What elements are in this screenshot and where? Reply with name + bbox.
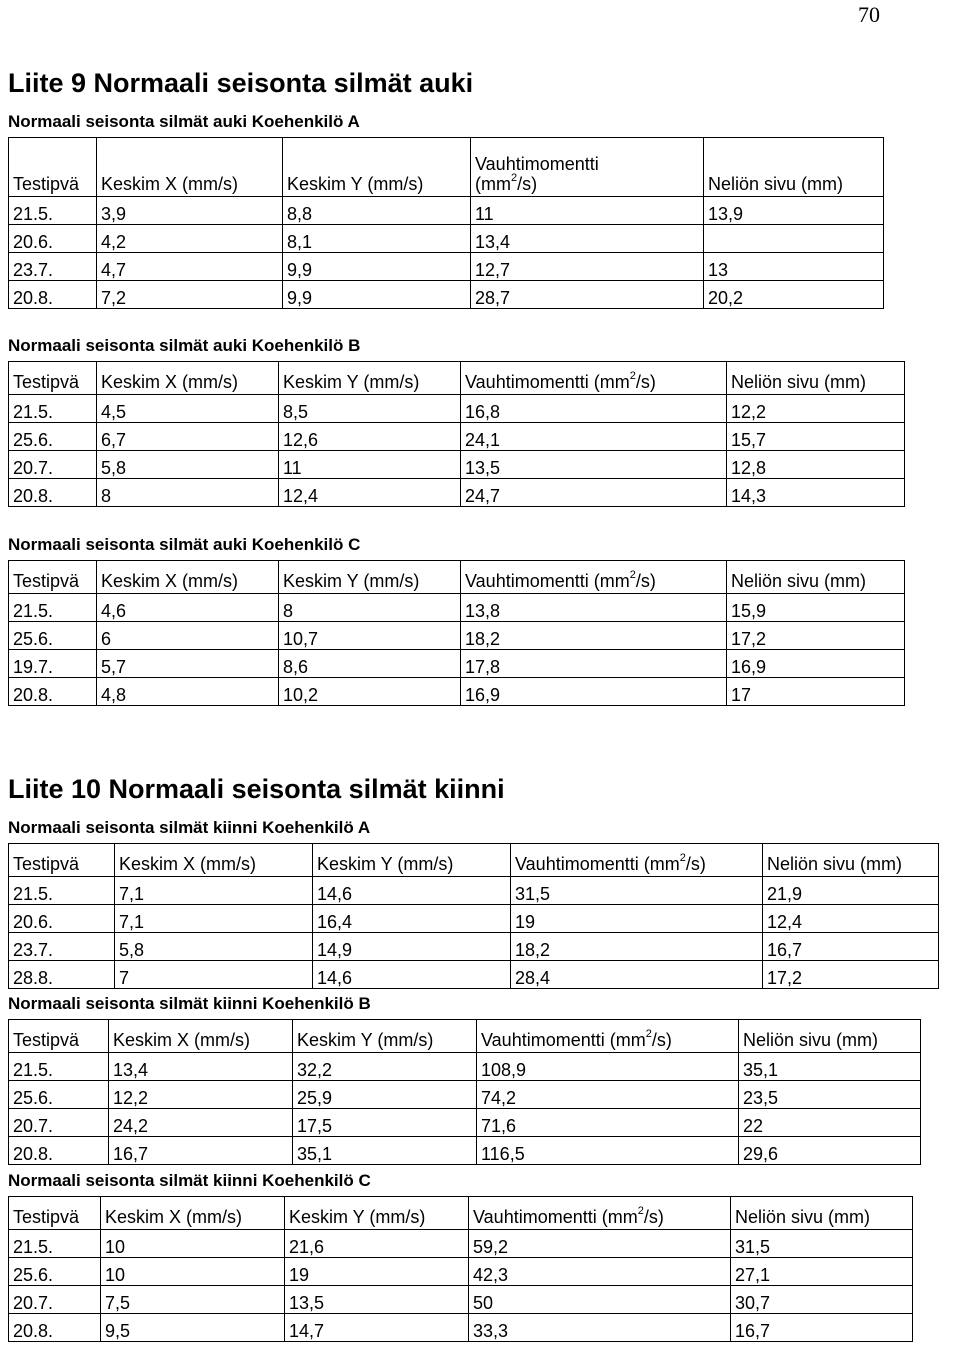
header-cell: Keskim X (mm/s) [101,1197,285,1230]
appendix-9-title: Liite 9 Normaali seisonta silmät auki [8,68,474,98]
header-cell: Testipvä [9,1197,101,1230]
table-cell: 35,1 [739,1053,921,1081]
table-caption: Normaali seisonta silmät auki Koehenkilö C [8,535,361,554]
header-text: /s) [651,1030,672,1050]
table-cell [704,225,884,253]
table-row [9,197,884,225]
header-text: Vauhtimomentti (mm [481,1030,646,1050]
table-cell: 16,7 [109,1137,293,1165]
table-cell: 21.5. [9,395,97,423]
table-cell: 8 [279,594,461,622]
table-cell: 25.6. [9,1081,109,1109]
table-cell: 8 [97,479,279,507]
table-cell: 13,5 [285,1286,469,1314]
table-cell: 20.8. [9,1314,101,1342]
table-cell: 10,7 [279,622,461,650]
header-cell: Testipvä [9,1020,109,1053]
header-cell: Keskim X (mm/s) [115,844,313,877]
header-text: /s) [643,1207,664,1227]
table-cell: 17,2 [763,961,939,989]
table-cell: 3,9 [97,197,283,225]
table-cell: 12,6 [279,423,461,451]
table-cell: 31,5 [511,877,763,905]
table-cell: 8,6 [279,650,461,678]
superscript: 2 [510,172,518,184]
table-cell: 74,2 [477,1081,739,1109]
header-cell: Keskim Y (mm/s) [313,844,511,877]
header-cell: Keskim Y (mm/s) [279,362,461,395]
table-cell: 20.8. [9,1137,109,1165]
header-cell: Testipvä [9,844,115,877]
header-text: /s) [635,372,656,392]
table-row [9,395,905,423]
table-cell: 14,6 [313,961,511,989]
table-cell: 18,2 [461,622,727,650]
header-cell: Neliön sivu (mm) [704,138,884,197]
table-cell: 16,7 [763,933,939,961]
table-row [9,594,905,622]
table-cell: 20.8. [9,479,97,507]
table-cell: 29,6 [739,1137,921,1165]
table-cell: 10 [101,1258,285,1286]
table-cell: 21.5. [9,594,97,622]
table-cell: 12,4 [763,905,939,933]
table-cell: 14,9 [313,933,511,961]
table-cell: 13,9 [704,197,884,225]
table-cell: 4,2 [97,225,283,253]
table-cell: 9,9 [283,281,471,309]
header-cell [461,561,727,594]
table-cell: 20.7. [9,451,97,479]
header-text: Vauhtimomentti (mm [473,1207,638,1227]
table-cell: 24,1 [461,423,727,451]
table-cell: 35,1 [293,1137,477,1165]
table-block-10b [8,995,921,1165]
header-cell: Neliön sivu (mm) [739,1020,921,1053]
appendix-10-title: Liite 10 Normaali seisonta silmät kiinni [8,774,505,804]
table-caption: Normaali seisonta silmät kiinni Koehenkilö B [8,994,371,1013]
table-cell: 25,9 [293,1081,477,1109]
table-cell: 21.5. [9,1053,109,1081]
table-row [9,1081,921,1109]
data-table-9c [8,560,905,706]
table-cell: 50 [469,1286,731,1314]
table-header-row [9,1197,913,1230]
table-row [9,1109,921,1137]
table-cell: 12,7 [471,253,704,281]
header-cell: Keskim Y (mm/s) [283,138,471,197]
table-cell: 7,5 [101,1286,285,1314]
header-cell: Neliön sivu (mm) [727,561,905,594]
table-cell: 28,7 [471,281,704,309]
table-row [9,253,884,281]
table-cell: 27,1 [731,1258,913,1286]
superscript: 2 [629,569,636,581]
header-cell [469,1197,731,1230]
table-cell: 21.5. [9,1230,101,1258]
table-cell: 14,6 [313,877,511,905]
header-cell: Keskim X (mm/s) [97,362,279,395]
header-cell: Keskim X (mm/s) [109,1020,293,1053]
table-header-row [9,844,939,877]
table-cell: 16,9 [727,650,905,678]
header-cell [471,138,704,197]
table-cell: 11 [471,197,704,225]
table-cell: 5,7 [97,650,279,678]
table-cell: 17,5 [293,1109,477,1137]
table-cell: 17 [727,678,905,706]
table-caption: Normaali seisonta silmät auki Koehenkilö B [8,336,361,355]
table-cell: 9,5 [101,1314,285,1342]
table-cell: 16,8 [461,395,727,423]
table-cell: 16,7 [731,1314,913,1342]
header-text: /s) [517,174,538,194]
header-text: (mm [475,174,511,194]
table-cell: 21,9 [763,877,939,905]
header-text: Vauhtimomentti (mm [465,571,630,591]
superscript: 2 [679,852,686,864]
table-header-row [9,138,884,197]
table-cell: 13,4 [109,1053,293,1081]
table-cell: 10,2 [279,678,461,706]
table-cell: 20.7. [9,1109,109,1137]
table-cell: 15,7 [727,423,905,451]
header-cell: Neliön sivu (mm) [727,362,905,395]
header-cell: Keskim X (mm/s) [97,561,279,594]
table-row [9,451,905,479]
table-cell: 17,2 [727,622,905,650]
header-cell: Neliön sivu (mm) [731,1197,913,1230]
table-cell: 28.8. [9,961,115,989]
table-row [9,877,939,905]
table-block-9a [8,113,884,309]
table-cell: 21.5. [9,877,115,905]
table-block-9b [8,337,905,507]
header-cell: Keskim Y (mm/s) [285,1197,469,1230]
table-cell: 25.6. [9,622,97,650]
table-cell: 8,8 [283,197,471,225]
table-cell: 17,8 [461,650,727,678]
table-row [9,1230,913,1258]
header-cell: Neliön sivu (mm) [763,844,939,877]
table-cell: 5,8 [115,933,313,961]
table-cell: 14,7 [285,1314,469,1342]
header-cell: Testipvä [9,561,97,594]
table-block-9c [8,536,905,706]
table-row [9,933,939,961]
header-text: /s) [685,854,706,874]
table-cell: 20.6. [9,905,115,933]
table-block-10a [8,819,939,989]
table-row [9,1053,921,1081]
header-cell: Testipvä [9,362,97,395]
table-row [9,423,905,451]
header-cell [477,1020,739,1053]
table-row [9,1137,921,1165]
header-cell [461,362,727,395]
superscript: 2 [637,1205,644,1217]
table-cell: 16,4 [313,905,511,933]
table-cell: 8,1 [283,225,471,253]
table-cell: 23.7. [9,253,97,281]
table-cell: 71,6 [477,1109,739,1137]
data-table-10c [8,1196,913,1342]
header-cell [511,844,763,877]
table-cell: 23.7. [9,933,115,961]
table-cell: 25.6. [9,1258,101,1286]
table-cell: 30,7 [731,1286,913,1314]
table-cell: 7,1 [115,877,313,905]
header-cell: Keskim Y (mm/s) [279,561,461,594]
table-row [9,678,905,706]
superscript: 2 [629,370,636,382]
table-row [9,961,939,989]
table-cell: 4,6 [97,594,279,622]
table-cell: 24,2 [109,1109,293,1137]
table-cell: 15,9 [727,594,905,622]
header-cell: Keskim X (mm/s) [97,138,283,197]
table-cell: 5,8 [97,451,279,479]
table-row [9,650,905,678]
header-cell: Testipvä [9,138,97,197]
table-header-row [9,561,905,594]
header-cell: Keskim Y (mm/s) [293,1020,477,1053]
page-number: 70 [858,2,880,27]
table-cell: 7,2 [97,281,283,309]
table-cell: 12,8 [727,451,905,479]
table-cell: 24,7 [461,479,727,507]
table-cell: 16,9 [461,678,727,706]
table-cell: 12,4 [279,479,461,507]
table-row [9,1286,913,1314]
table-caption: Normaali seisonta silmät kiinni Koehenkilö A [8,818,371,837]
table-cell: 28,4 [511,961,763,989]
table-cell: 22 [739,1109,921,1137]
table-cell: 20.7. [9,1286,101,1314]
data-table-9a [8,137,884,309]
table-cell: 12,2 [109,1081,293,1109]
data-table-9b [8,361,905,507]
table-cell: 6 [97,622,279,650]
table-cell: 21.5. [9,197,97,225]
table-cell: 13,5 [461,451,727,479]
table-cell: 4,8 [97,678,279,706]
table-cell: 19.7. [9,650,97,678]
table-cell: 20,2 [704,281,884,309]
table-caption: Normaali seisonta silmät kiinni Koehenkilö C [8,1171,371,1190]
data-table-10b [8,1019,921,1165]
table-cell: 13,8 [461,594,727,622]
table-header-row [9,362,905,395]
header-text: Vauhtimomentti (mm [515,854,680,874]
table-cell: 19 [285,1258,469,1286]
table-cell: 7 [115,961,313,989]
table-cell: 31,5 [731,1230,913,1258]
table-cell: 4,5 [97,395,279,423]
table-cell: 12,2 [727,395,905,423]
table-cell: 21,6 [285,1230,469,1258]
table-row [9,1258,913,1286]
table-row [9,622,905,650]
table-cell: 23,5 [739,1081,921,1109]
table-row [9,905,939,933]
table-cell: 42,3 [469,1258,731,1286]
table-cell: 20.6. [9,225,97,253]
table-cell: 14,3 [727,479,905,507]
table-cell: 108,9 [477,1053,739,1081]
table-cell: 25.6. [9,423,97,451]
table-cell: 20.8. [9,678,97,706]
table-row [9,1314,913,1342]
table-cell: 13 [704,253,884,281]
table-row [9,281,884,309]
table-cell: 18,2 [511,933,763,961]
table-cell: 11 [279,451,461,479]
table-cell: 4,7 [97,253,283,281]
table-cell: 8,5 [279,395,461,423]
header-text: Vauhtimomentti [475,154,599,174]
table-cell: 20.8. [9,281,97,309]
table-cell: 59,2 [469,1230,731,1258]
table-cell: 9,9 [283,253,471,281]
table-cell: 13,4 [471,225,704,253]
table-cell: 6,7 [97,423,279,451]
table-cell: 19 [511,905,763,933]
table-cell: 10 [101,1230,285,1258]
table-cell: 116,5 [477,1137,739,1165]
table-block-10c [8,1172,913,1342]
table-cell: 33,3 [469,1314,731,1342]
superscript: 2 [645,1028,652,1040]
table-cell: 32,2 [293,1053,477,1081]
table-cell: 7,1 [115,905,313,933]
table-row [9,225,884,253]
table-caption: Normaali seisonta silmät auki Koehenkilö A [8,112,360,131]
table-header-row [9,1020,921,1053]
data-table-10a [8,843,939,989]
header-text: Vauhtimomentti (mm [465,372,630,392]
header-text: /s) [635,571,656,591]
table-row [9,479,905,507]
